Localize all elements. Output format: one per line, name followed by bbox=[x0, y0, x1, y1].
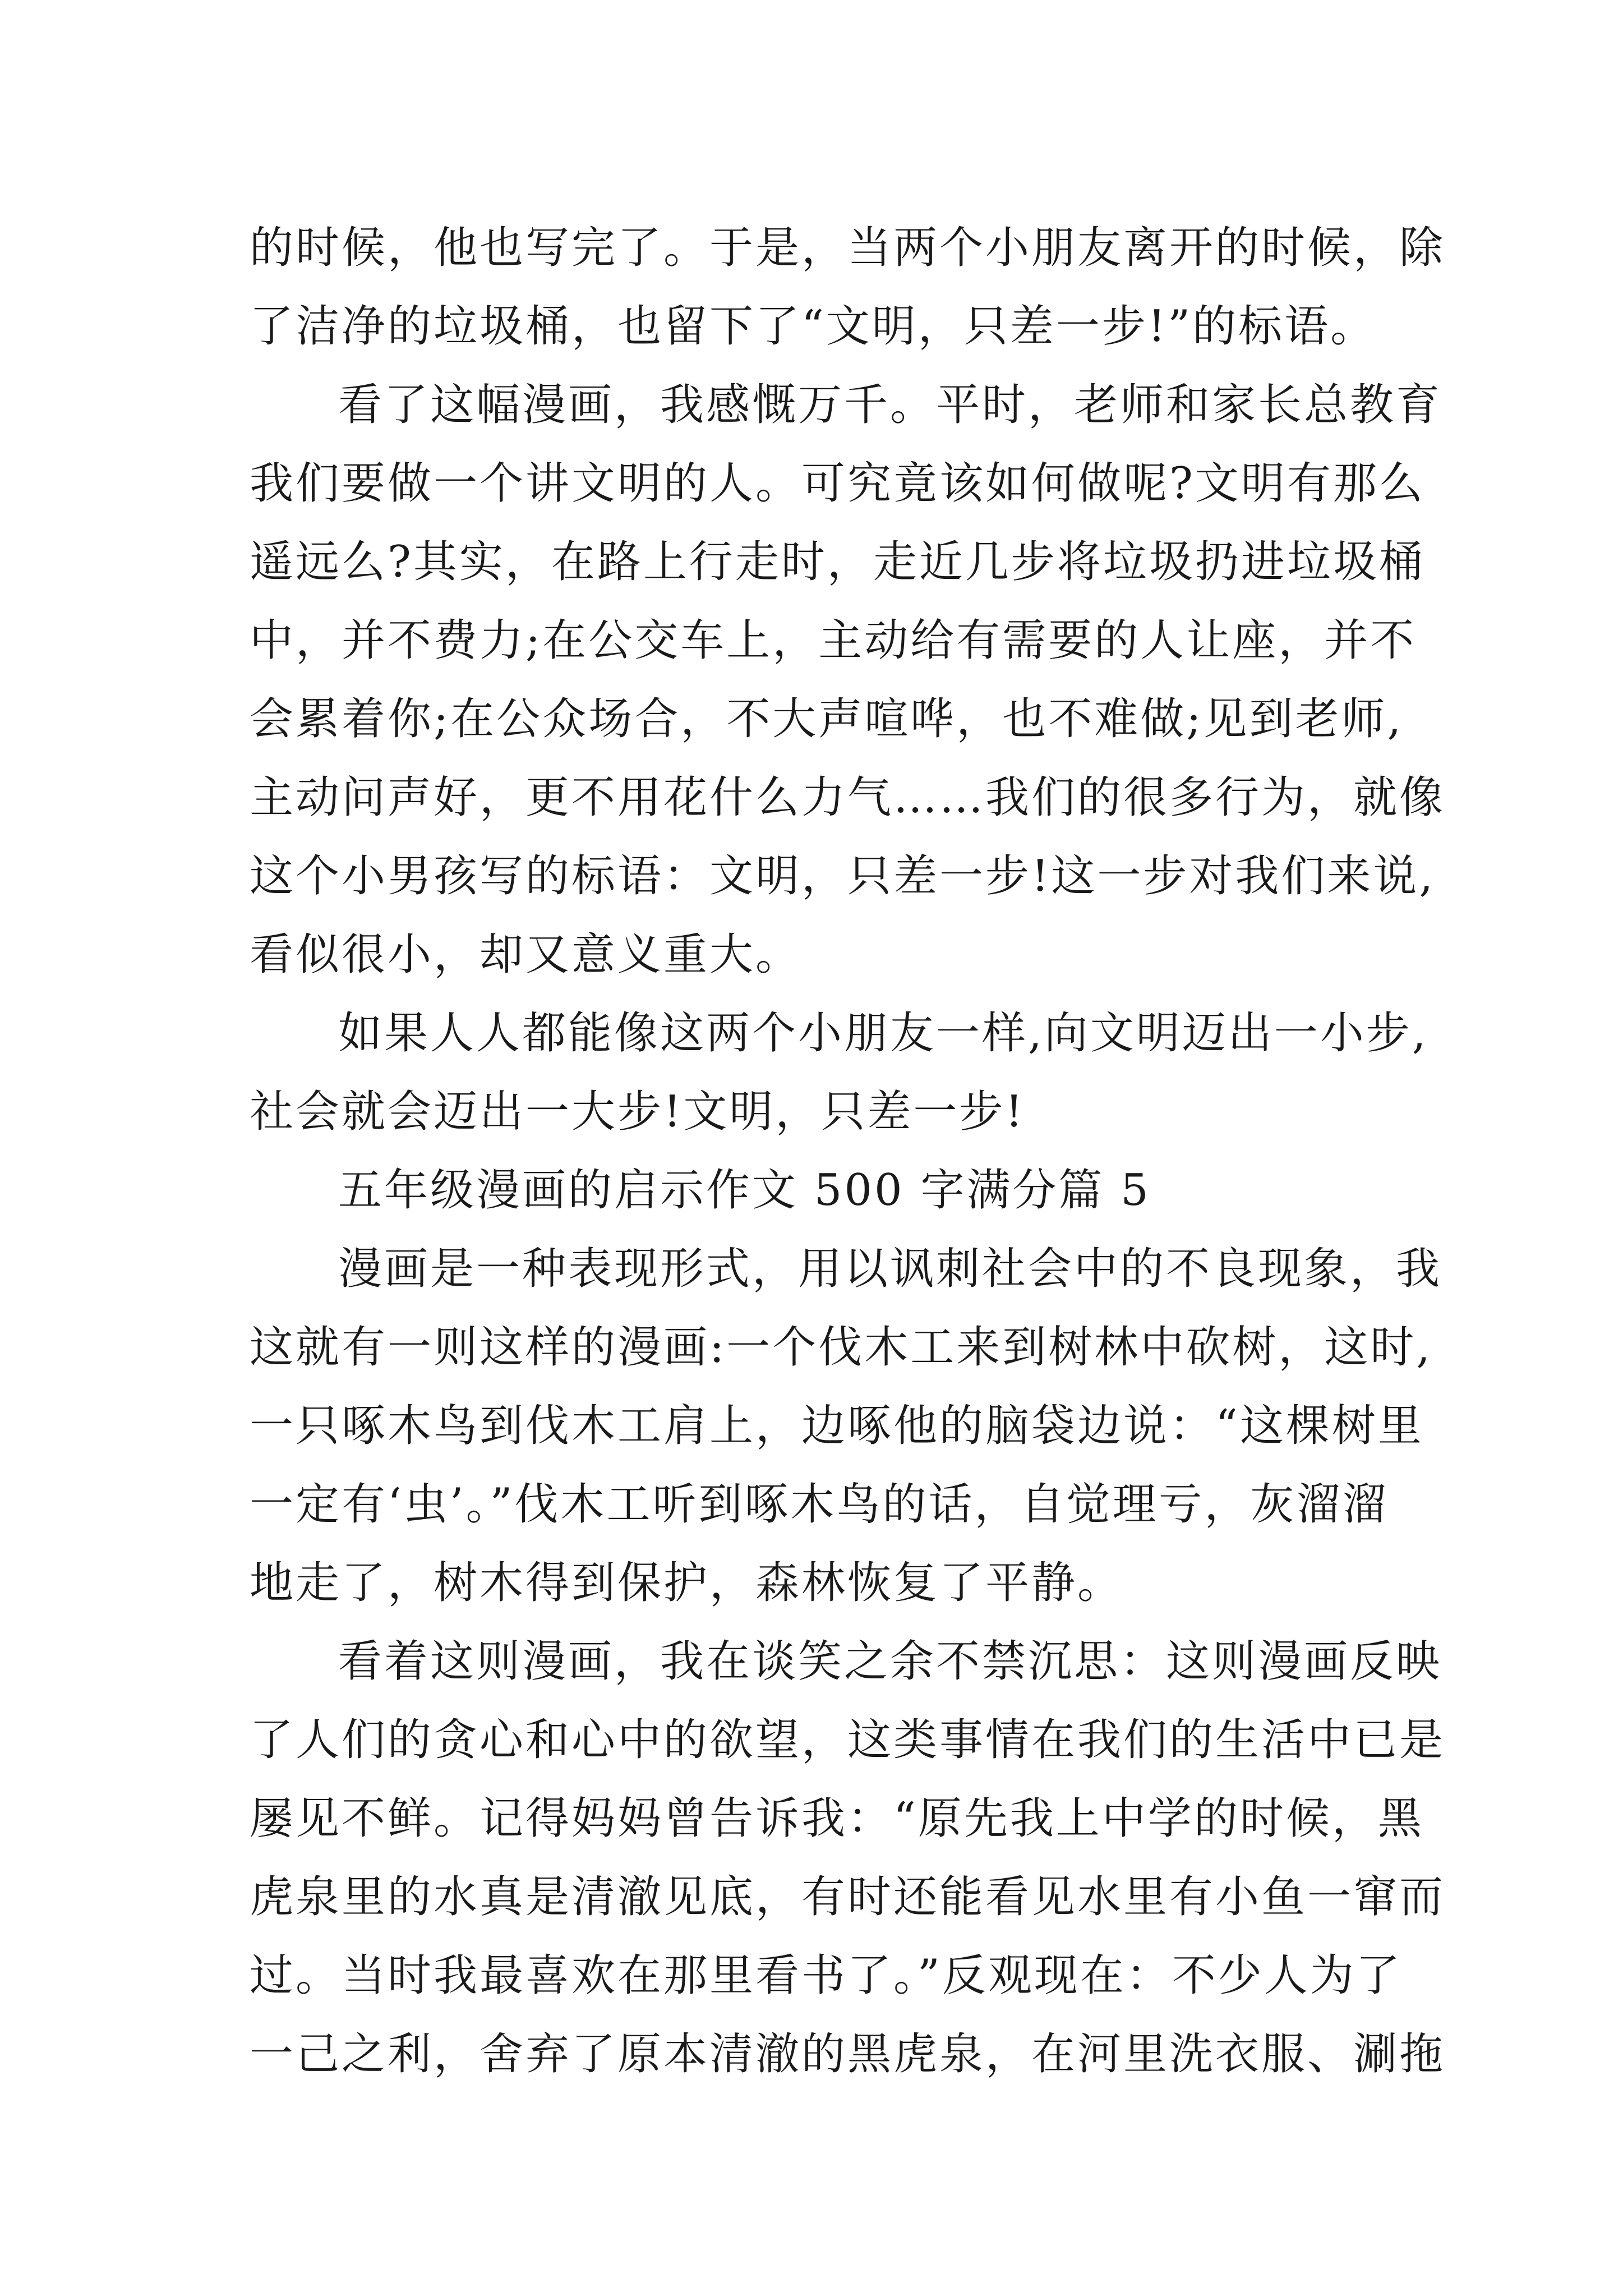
text-line: 这个小男孩写的标语：文明，只差一步!这一步对我们来说, bbox=[250, 851, 1436, 901]
text-line: 社会就会迈出一大步!文明，只差一步! bbox=[250, 1087, 1025, 1137]
text-line: 主动问声好，更不用花什么力气……我们的很多行为，就像 bbox=[250, 772, 1446, 823]
text-line: 看似很小，却又意义重大。 bbox=[250, 930, 802, 980]
text-line: 遥远么?其实，在路上行走时，走近几步将垃圾扔进垃圾桶 bbox=[250, 537, 1425, 587]
text-line: 一定有‘虫’。”伐木工听到啄木鸟的话，自觉理亏，灰溜溜 bbox=[250, 1479, 1389, 1530]
text-line: 我们要做一个讲文明的人。可究竟该如何做呢?文明有那么 bbox=[250, 458, 1425, 509]
text-line: 过。当时我最喜欢在那里看书了。”反观现在：不少人为了 bbox=[250, 1950, 1402, 2001]
paragraph-first-line: 如果人人都能像这两个小朋友一样,向文明迈出一小步, bbox=[338, 1008, 1428, 1059]
text-line: 的时候，他也写完了。于是，当两个小朋友离开的时候，除 bbox=[250, 223, 1446, 273]
text-line: 屡见不鲜。记得妈妈曾告诉我：“原先我上中学的时候，黑 bbox=[250, 1793, 1424, 1844]
text-line: 一己之利，舍弃了原本清澈的黑虎泉，在河里洗衣服、涮拖 bbox=[250, 2029, 1446, 2079]
text-line: 地走了，树木得到保护，森林恢复了平静。 bbox=[250, 1558, 1124, 1608]
text-line: 虎泉里的水真是清澈见底，有时还能看见水里有小鱼一窜而 bbox=[250, 1872, 1446, 1922]
text-line: 这就有一则这样的漫画:一个伐木工来到树林中砍树，这时, bbox=[250, 1322, 1433, 1373]
paragraph-first-line: 五年级漫画的启示作文 500 字满分篇 5 bbox=[338, 1165, 1151, 1216]
paragraph-first-line: 看着这则漫画，我在谈笑之余不禁沉思：这则漫画反映 bbox=[338, 1636, 1442, 1687]
paragraph-first-line: 看了这幅漫画，我感慨万千。平时，老师和家长总教育 bbox=[338, 380, 1442, 430]
text-line: 了人们的贪心和心中的欲望，这类事情在我们的生活中已是 bbox=[250, 1715, 1446, 1765]
paragraph-first-line: 漫画是一种表现形式，用以讽刺社会中的不良现象，我 bbox=[338, 1244, 1442, 1294]
text-line: 了洁净的垃圾桶，也留下了“文明，只差一步!”的标语。 bbox=[250, 301, 1377, 352]
document-body bbox=[250, 209, 1446, 2093]
text-line: 一只啄木鸟到伐木工肩上，边啄他的脑袋边说：“这棵树里 bbox=[250, 1401, 1424, 1451]
text-line: 会累着你;在公众场合，不大声喧哗，也不难做;见到老师, bbox=[250, 694, 1404, 744]
text-line: 中，并不费力;在公交车上，主动给有需要的人让座，并不 bbox=[250, 615, 1417, 666]
